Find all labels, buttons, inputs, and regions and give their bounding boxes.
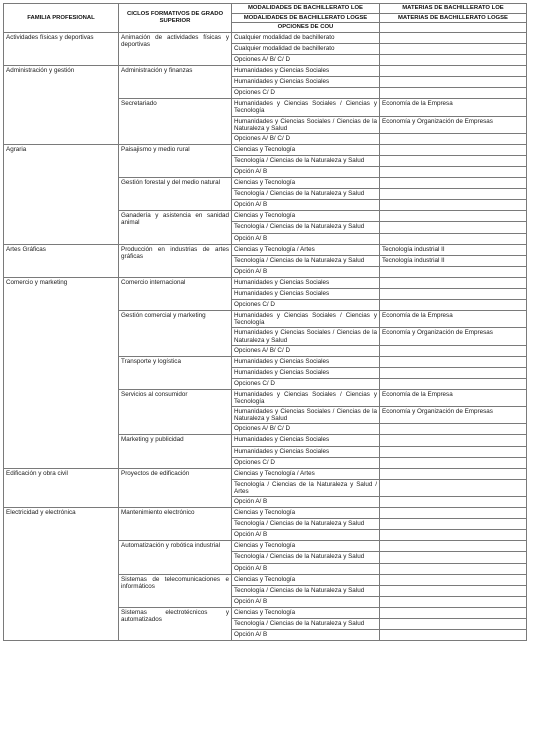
materia-cell: [380, 541, 527, 552]
materia-cell: [380, 133, 527, 144]
familia-cell: Artes Gráficas: [4, 244, 119, 277]
materia-cell: [380, 222, 527, 233]
ciclo-cell: Mantenimiento electrónico: [119, 508, 232, 541]
modalidad-cell: Opción A/ B: [232, 233, 380, 244]
table-row: [4, 66, 527, 77]
materia-cell: [380, 144, 527, 155]
familia-cell: Electricidad y electrónica: [4, 508, 119, 641]
modalidad-cell: Ciencias y Tecnología: [232, 607, 380, 618]
materia-cell: [380, 596, 527, 607]
modalidad-cell: Humanidades y Ciencias Sociales: [232, 367, 380, 378]
modalidad-cell: Cualquier modalidad de bachillerato: [232, 32, 380, 43]
materia-cell: [380, 552, 527, 563]
modalidad-cell: Opciones C/ D: [232, 88, 380, 99]
materia-cell: [380, 356, 527, 367]
materia-cell: [380, 289, 527, 300]
materia-cell: [380, 435, 527, 446]
modalidad-cell: Humanidades y Ciencias Sociales: [232, 277, 380, 288]
ciclo-cell: Producción en industrias de artes gráficas: [119, 244, 232, 277]
modalidad-cell: Opciones A/ B/ C/ D: [232, 345, 380, 356]
ciclo-cell: Servicios al consumidor: [119, 389, 232, 434]
table-row: [4, 468, 527, 479]
familia-cell: Administración y gestión: [4, 66, 119, 145]
ciclo-cell: Animación de actividades físicas y deportivas: [119, 32, 232, 65]
materia-cell: [380, 178, 527, 189]
table-row: [4, 508, 527, 519]
materia-cell: [380, 519, 527, 530]
ciclo-cell: Transporte y logística: [119, 356, 232, 389]
modalidad-cell: Opciones A/ B/ C/ D: [232, 133, 380, 144]
ciclo-cell: Comercio internacional: [119, 277, 232, 310]
ciclo-cell: Ganadería y asistencia en sanidad animal: [119, 211, 232, 244]
ciclo-cell: Sistemas electrotécnicos y automatizados: [119, 607, 232, 640]
materia-cell: Tecnología industrial II: [380, 255, 527, 266]
materia-cell: Economía y Organización de Empresas: [380, 116, 527, 133]
header-opciones-cou: OPCIONES DE COU: [232, 23, 380, 33]
ciclo-cell: Automatización y robótica industrial: [119, 541, 232, 574]
modalidad-cell: Humanidades y Ciencias Sociales / Ciencias y Tecnología: [232, 389, 380, 406]
modalidad-cell: Humanidades y Ciencias Sociales / Ciencias y Tecnología: [232, 311, 380, 328]
modalidad-cell: Opción A/ B: [232, 563, 380, 574]
materia-cell: [380, 563, 527, 574]
materia-cell: Economía de la Empresa: [380, 99, 527, 116]
table-header: [4, 4, 527, 33]
materia-cell: [380, 497, 527, 508]
familia-cell: Actividades físicas y deportivas: [4, 32, 119, 65]
materia-cell: [380, 167, 527, 178]
modalidad-cell: Humanidades y Ciencias Sociales / Ciencias de la Naturaleza y Salud: [232, 407, 380, 424]
modalidad-cell: Humanidades y Ciencias Sociales: [232, 435, 380, 446]
materia-cell: [380, 66, 527, 77]
modalidad-cell: Tecnología / Ciencias de la Naturaleza y Salud: [232, 585, 380, 596]
materia-cell: [380, 607, 527, 618]
ciclo-cell: Administración y finanzas: [119, 66, 232, 99]
modalidad-cell: Tecnología / Ciencias de la Naturaleza y Salud: [232, 552, 380, 563]
materia-cell: [380, 88, 527, 99]
header-modalidades-logse: MODALIDADES DE BACHILLERATO LOGSE: [232, 13, 380, 23]
materia-cell: [380, 211, 527, 222]
table-row: [4, 32, 527, 43]
ciclo-cell: Gestión forestal y del medio natural: [119, 178, 232, 211]
modalidad-cell: Tecnología / Ciencias de la Naturaleza y Salud: [232, 255, 380, 266]
materia-cell: [380, 508, 527, 519]
modalidad-cell: Tecnología / Ciencias de la Naturaleza y Salud / Artes: [232, 479, 380, 496]
access-table: [3, 3, 527, 641]
materia-cell: [380, 266, 527, 277]
modalidad-cell: Humanidades y Ciencias Sociales / Ciencias y Tecnología: [232, 99, 380, 116]
header-ciclos: CICLOS FORMATIVOS DE GRADO SUPERIOR: [119, 4, 232, 33]
modalidad-cell: Opciones C/ D: [232, 457, 380, 468]
modalidad-cell: Humanidades y Ciencias Sociales / Ciencias de la Naturaleza y Salud: [232, 328, 380, 345]
modalidad-cell: Opciones C/ D: [232, 300, 380, 311]
modalidad-cell: Ciencias y Tecnología: [232, 178, 380, 189]
modalidad-cell: Opciones A/ B/ C/ D: [232, 54, 380, 65]
modalidad-cell: Ciencias y Tecnología / Artes: [232, 468, 380, 479]
materia-cell: [380, 479, 527, 496]
modalidad-cell: Ciencias y Tecnología: [232, 211, 380, 222]
modalidad-cell: Ciencias y Tecnología / Artes: [232, 244, 380, 255]
familia-cell: Agraria: [4, 144, 119, 244]
modalidad-cell: Tecnología / Ciencias de la Naturaleza y Salud: [232, 619, 380, 630]
table-row: [4, 277, 527, 288]
materia-cell: Economía de la Empresa: [380, 311, 527, 328]
modalidad-cell: Cualquier modalidad de bachillerato: [232, 43, 380, 54]
materia-cell: Economía y Organización de Empresas: [380, 328, 527, 345]
ciclo-cell: Proyectos de edificación: [119, 468, 232, 507]
materia-cell: Economía y Organización de Empresas: [380, 407, 527, 424]
ciclo-cell: Secretariado: [119, 99, 232, 144]
modalidad-cell: Humanidades y Ciencias Sociales: [232, 66, 380, 77]
table-row: [4, 144, 527, 155]
materia-cell: [380, 424, 527, 435]
modalidad-cell: Humanidades y Ciencias Sociales: [232, 289, 380, 300]
table-body: [4, 32, 527, 640]
modalidad-cell: Humanidades y Ciencias Sociales: [232, 77, 380, 88]
ciclo-cell: Sistemas de telecomunicaciones e informáticos: [119, 574, 232, 607]
materia-cell: [380, 77, 527, 88]
materia-cell: [380, 345, 527, 356]
modalidad-cell: Tecnología / Ciencias de la Naturaleza y Salud: [232, 155, 380, 166]
modalidad-cell: Opción A/ B: [232, 630, 380, 641]
materia-cell: [380, 468, 527, 479]
materia-cell: [380, 378, 527, 389]
modalidad-cell: Tecnología / Ciencias de la Naturaleza y Salud: [232, 519, 380, 530]
modalidad-cell: Humanidades y Ciencias Sociales / Ciencias de la Naturaleza y Salud: [232, 116, 380, 133]
materia-cell: [380, 457, 527, 468]
modalidad-cell: Opción A/ B: [232, 497, 380, 508]
modalidad-cell: Ciencias y Tecnología: [232, 541, 380, 552]
materia-cell: [380, 155, 527, 166]
materia-cell: [380, 630, 527, 641]
modalidad-cell: Tecnología / Ciencias de la Naturaleza y Salud: [232, 222, 380, 233]
modalidad-cell: Opción A/ B: [232, 167, 380, 178]
ciclo-cell: Marketing y publicidad: [119, 435, 232, 468]
materia-cell: [380, 367, 527, 378]
header-row: [4, 4, 527, 14]
modalidad-cell: Ciencias y Tecnología: [232, 508, 380, 519]
materia-cell: [380, 277, 527, 288]
modalidad-cell: Opciones C/ D: [232, 378, 380, 389]
materia-cell: [380, 530, 527, 541]
materia-cell: [380, 189, 527, 200]
modalidad-cell: Opción A/ B: [232, 596, 380, 607]
materia-cell: [380, 43, 527, 54]
modalidad-cell: Humanidades y Ciencias Sociales: [232, 446, 380, 457]
materia-cell: [380, 233, 527, 244]
modalidad-cell: Ciencias y Tecnología: [232, 574, 380, 585]
modalidad-cell: Opción A/ B: [232, 200, 380, 211]
header-modalidades-loe: MODALIDADES DE BACHILLERATO LOE: [232, 4, 380, 14]
ciclo-cell: Paisajismo y medio rural: [119, 144, 232, 177]
materia-cell: [380, 446, 527, 457]
modalidad-cell: Tecnología / Ciencias de la Naturaleza y Salud: [232, 189, 380, 200]
ciclo-cell: Gestión comercial y marketing: [119, 311, 232, 356]
modalidad-cell: Opción A/ B: [232, 266, 380, 277]
materia-cell: [380, 574, 527, 585]
modalidad-cell: Humanidades y Ciencias Sociales: [232, 356, 380, 367]
familia-cell: Comercio y marketing: [4, 277, 119, 468]
materia-cell: Economía de la Empresa: [380, 389, 527, 406]
materia-cell: [380, 619, 527, 630]
modalidad-cell: Opción A/ B: [232, 530, 380, 541]
materia-cell: Tecnología industrial II: [380, 244, 527, 255]
header-familia: FAMILIA PROFESIONAL: [4, 4, 119, 33]
modalidad-cell: Ciencias y Tecnología: [232, 144, 380, 155]
materia-cell: [380, 32, 527, 43]
materia-cell: [380, 54, 527, 65]
familia-cell: Edificación y obra civil: [4, 468, 119, 507]
header-empty-cell: [380, 23, 527, 33]
materia-cell: [380, 200, 527, 211]
materia-cell: [380, 585, 527, 596]
modalidad-cell: Opciones A/ B/ C/ D: [232, 424, 380, 435]
materia-cell: [380, 300, 527, 311]
header-materias-logse: MATERIAS DE BACHILLERATO LOGSE: [380, 13, 527, 23]
header-materias-loe: MATERIAS DE BACHILLERATO LOE: [380, 4, 527, 14]
table-row: [4, 244, 527, 255]
